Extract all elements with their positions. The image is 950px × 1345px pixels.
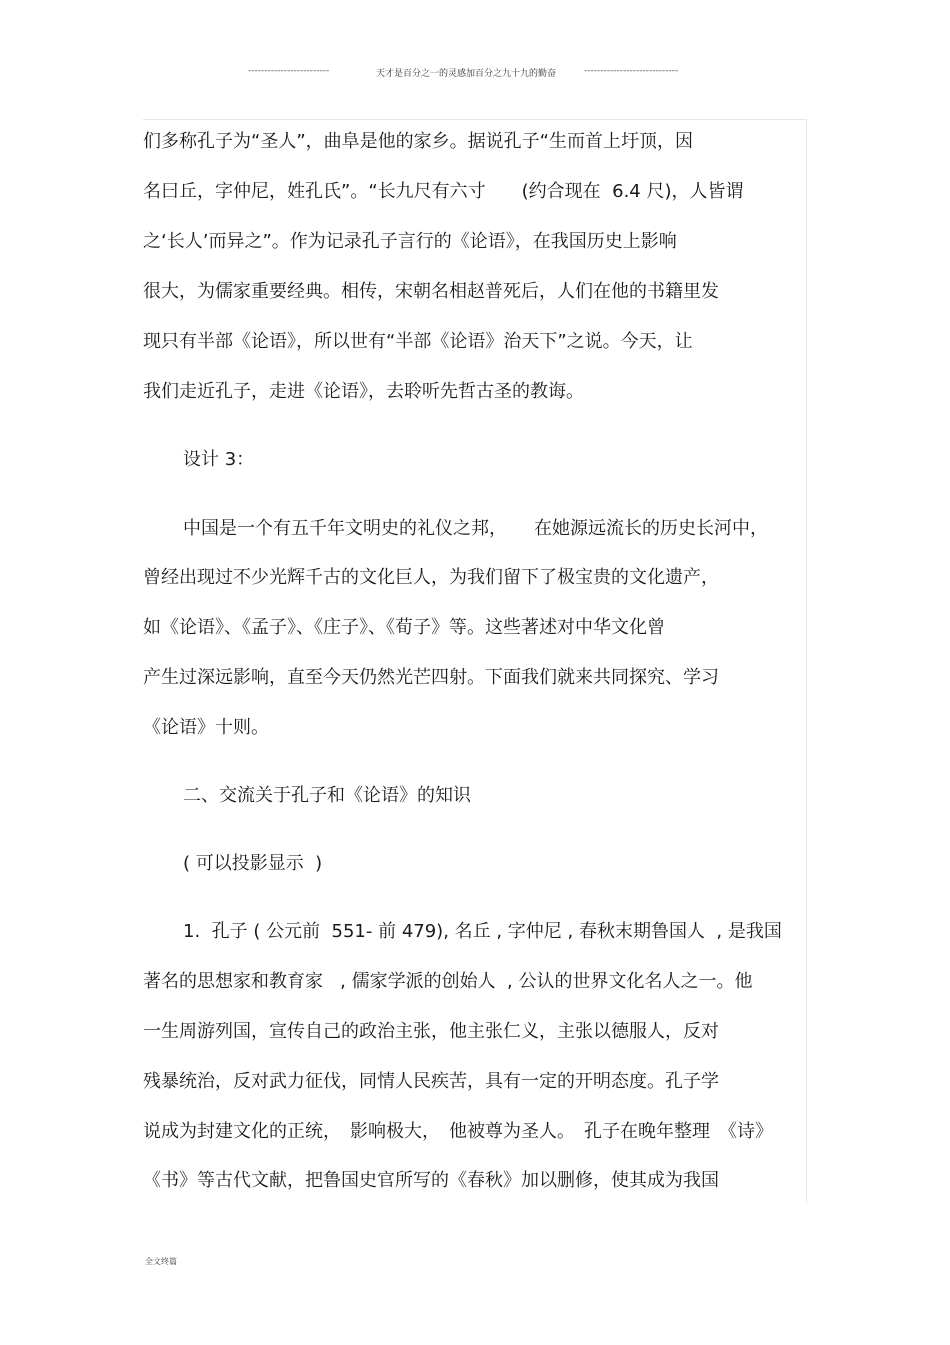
body-line: 著名的思想家和教育家 , 儒家学派的创始人 , 公认的世界文化名人之一。他 (143, 971, 753, 992)
body-line: 们多称孔子为“圣人”，曲阜是他的家乡。据说孔子“生而首上圩顶，因 (143, 131, 693, 152)
section-heading: 设计 3： (183, 449, 255, 470)
body-line: 一生周游列国，宣传自己的政治主张，他主张仁义，主张以德服人，反对 (143, 1021, 719, 1042)
section-heading: 二、交流关于孔子和《论语》的知识 (183, 785, 471, 806)
header-right-rule: ----------------------------- (584, 66, 679, 76)
body-line: 残暴统治，反对武力征伐，同情人民疾苦，具有一定的开明态度。孔子学 (143, 1071, 719, 1092)
body-line: 我们走近孔子，走进《论语》，去聆听先哲古圣的教诲。 (143, 381, 584, 402)
body-line: 《论语》十则。 (143, 717, 269, 738)
body-line: 之‘长人’而异之”。作为记录孔子言行的《论语》，在我国历史上影响 (143, 231, 677, 252)
body-line: 《书》等古代文献，把鲁国史官所写的《春秋》加以删修，使其成为我国 (143, 1170, 719, 1191)
page-footer: 全文终篇 (145, 1257, 177, 1266)
body-line: 现只有半部《论语》，所以世有“半部《论语》治天下”之说。今天，让 (143, 331, 693, 352)
body-line: 曾经出现过不少光辉千古的文化巨人，为我们留下了极宝贵的文化遗产， (143, 567, 719, 588)
header-motto: 天才是百分之一的灵感加百分之九十九的勤奋 (376, 69, 557, 79)
body-line: 名曰丘，字仲尼，姓孔氏”。“长九尺有六寸 (约合现在 6.4 尺)，人皆谓 (143, 181, 744, 202)
page-header (0, 66, 950, 82)
body-line: 很大，为儒家重要经典。相传，宋朝名相赵普死后，人们在他的书籍里发 (143, 281, 719, 302)
note-line: ( 可以投影显示 ) (183, 853, 323, 874)
body-line: 说成为封建文化的正统， 影响极大， 他被尊为圣人。 孔子在晚年整理 《诗》 (143, 1121, 773, 1142)
body-line: 产生过深远影响，直至今天仍然光芒四射。下面我们就来共同探究、学习 (143, 667, 719, 688)
header-left-rule: ------------------------- (248, 66, 330, 76)
body-line: 如《论语》、《孟子》、《庄子》、《荀子》等。这些著述对中华文化曾 (143, 617, 665, 638)
body-line: 1. 孔子 ( 公元前 551- 前 479), 名丘 , 字仲尼 , 春秋末期鲁国人 , 是我国 (183, 921, 782, 942)
body-line: 中国是一个有五千年文明史的礼仪之邦， 在她源远流长的历史长河中， (183, 518, 768, 539)
